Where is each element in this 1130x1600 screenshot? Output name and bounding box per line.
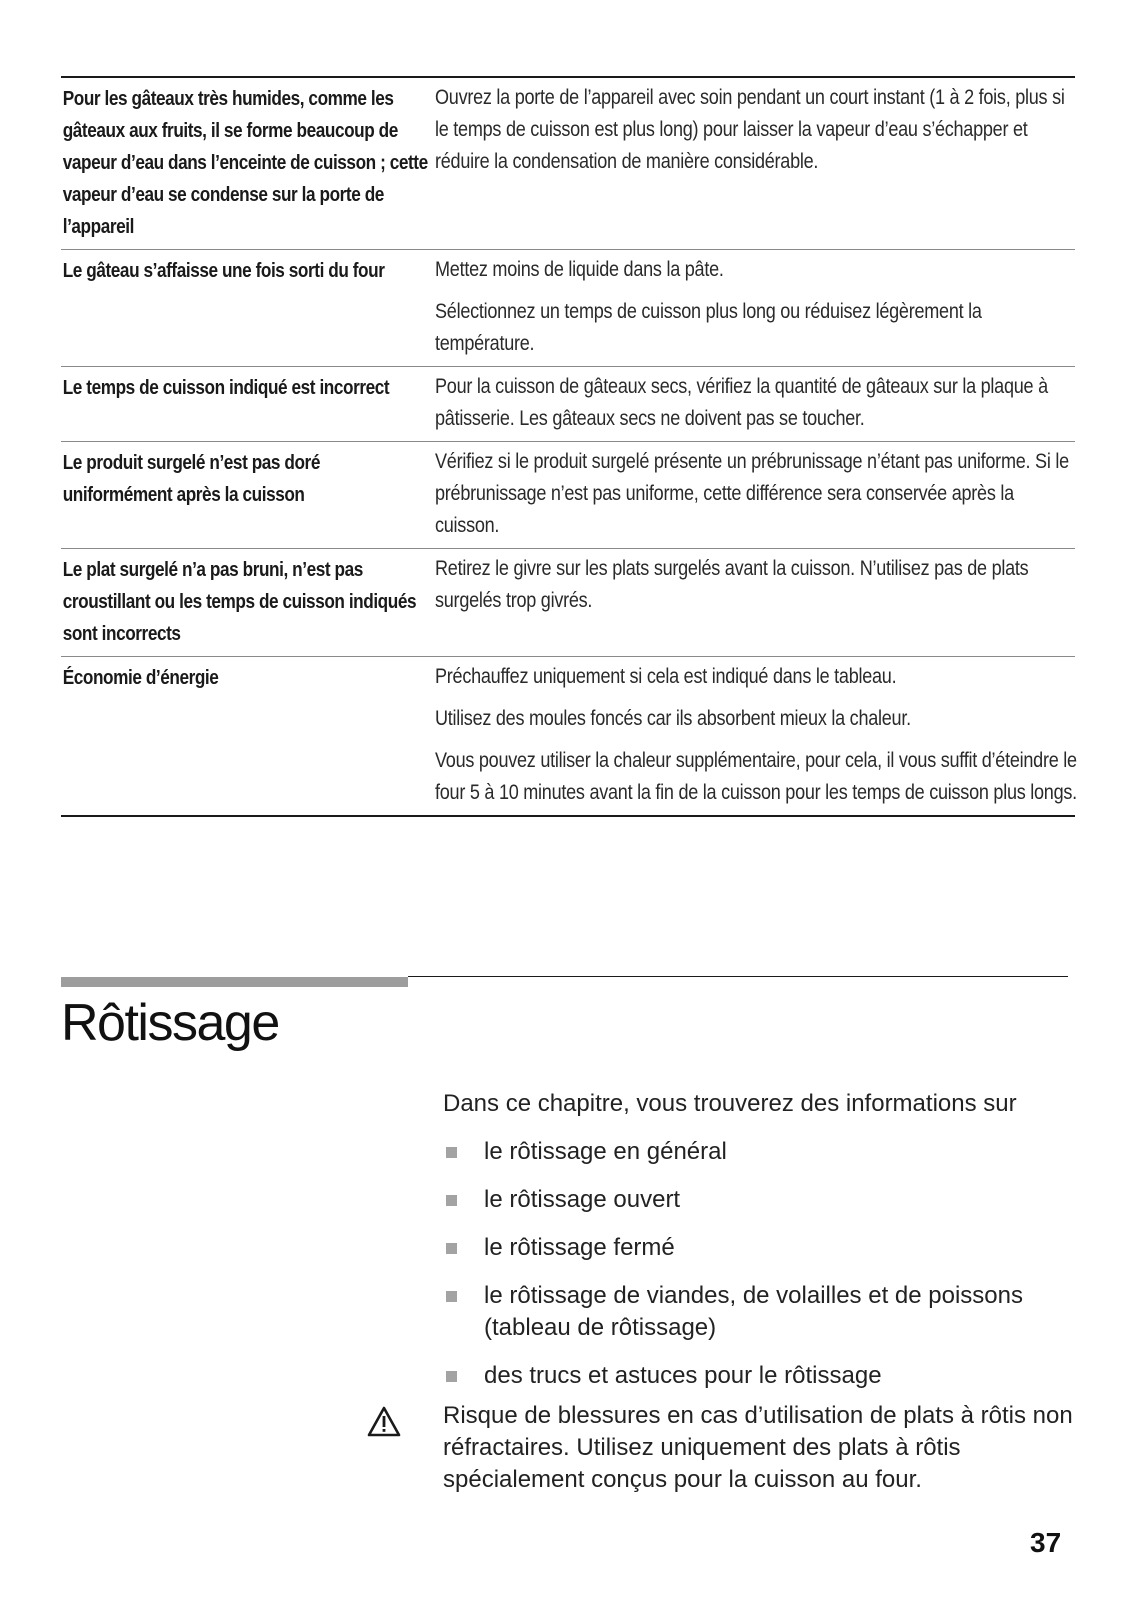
square-bullet-icon	[446, 1243, 457, 1254]
list-item-text: des trucs et astuces pour le rôtissage	[484, 1362, 882, 1389]
list-item-text: le rôtissage fermé	[484, 1234, 675, 1261]
table-row	[61, 548, 1075, 656]
solution-cell	[435, 250, 1130, 366]
list-item	[443, 1136, 1083, 1168]
problem-cell: Le plat surgelé n’a pas bruni, n’est pas croustillant ou les temps de cuisson indiqués sont incorrects	[62, 559, 417, 645]
table-row	[61, 78, 1075, 249]
warning-text: Risque de blessures en cas d’utilisation de plats à rôtis non réfractaires. Utilisez uniquement des plats à rôtis spécialement conçus pour la cuisson au four.	[443, 1402, 1073, 1493]
table-row	[61, 366, 1075, 441]
solution-text: Ouvrez la porte de l’appareil avec soin pendant un court instant (1 à 2 fois, plus si le temps de cuisson est plus long) pour laisser la vapeur d’eau s’échapper et réduire la condensation de manière considérable.	[435, 86, 1065, 173]
solution-text: Sélectionnez un temps de cuisson plus long ou réduisez légèrement la température.	[435, 300, 982, 355]
solution-cell	[435, 78, 1130, 249]
solution-text: Mettez moins de liquide dans la pâte.	[435, 258, 724, 281]
problem-cell: Le produit surgelé n’est pas doré uniformément après la cuisson	[62, 452, 320, 506]
square-bullet-icon	[446, 1195, 457, 1206]
list-item-text: le rôtissage de viandes, de volailles et de poissons (tableau de rôtissage)	[484, 1282, 1023, 1341]
solution-text: Préchauffez uniquement si cela est indiqué dans le tableau.	[435, 665, 897, 688]
table-row	[61, 249, 1075, 366]
table-row	[61, 656, 1075, 815]
solution-cell	[435, 442, 1130, 548]
section-rule-thick	[61, 977, 408, 987]
list-item-text: le rôtissage en général	[484, 1138, 727, 1165]
square-bullet-icon	[446, 1371, 457, 1382]
solution-text: Retirez le givre sur les plats surgelés avant la cuisson. N’utilisez pas de plats surgelés trop givrés.	[435, 557, 1029, 612]
section-rule-thin	[408, 976, 1068, 977]
solution-cell	[435, 367, 1130, 441]
square-bullet-icon	[446, 1147, 457, 1158]
list-item	[443, 1232, 1083, 1264]
list-item	[443, 1360, 1083, 1392]
warning-triangle-icon	[367, 1406, 401, 1438]
problem-cell: Pour les gâteaux très humides, comme les gâteaux aux fruits, il se forme beaucoup de vapeur d’eau dans l’enceinte de cuisson ; cette vapeur d’eau se condense sur la porte de l’appareil	[62, 88, 428, 238]
section-intro: Dans ce chapitre, vous trouverez des informations sur	[443, 1090, 1017, 1117]
list-item	[443, 1184, 1083, 1216]
square-bullet-icon	[446, 1291, 457, 1302]
solution-cell	[435, 549, 1130, 656]
solution-text: Vous pouvez utiliser la chaleur supplémentaire, pour cela, il vous suffit d’éteindre le four 5 à 10 minutes avant la fin de la cuisson pour les temps de cuisson plus longs.	[435, 749, 1077, 804]
solution-text: Vérifiez si le produit surgelé présente un prébrunissage n’étant pas uniforme. Si le prébrunissage n’est pas uniforme, cette différence sera conservée après la cuisson.	[435, 450, 1069, 537]
problem-cell: Le gâteau s’affaisse une fois sorti du four	[62, 260, 385, 282]
table-row	[61, 441, 1075, 548]
troubleshooting-table	[61, 76, 1075, 817]
solution-text: Pour la cuisson de gâteaux secs, vérifiez la quantité de gâteaux sur la plaque à pâtisserie. Les gâteaux secs ne doivent pas se toucher.	[435, 375, 1048, 430]
section-title: Rôtissage	[61, 994, 279, 1052]
list-item	[443, 1280, 1083, 1344]
topic-list	[443, 1136, 1083, 1408]
solution-text: Utilisez des moules foncés car ils absorbent mieux la chaleur.	[435, 707, 911, 730]
problem-cell: Le temps de cuisson indiqué est incorrect	[62, 377, 390, 399]
page-number: 37	[1030, 1527, 1062, 1558]
problem-cell: Économie d’énergie	[62, 667, 219, 689]
solution-cell	[435, 657, 1130, 815]
list-item-text: le rôtissage ouvert	[484, 1186, 681, 1213]
